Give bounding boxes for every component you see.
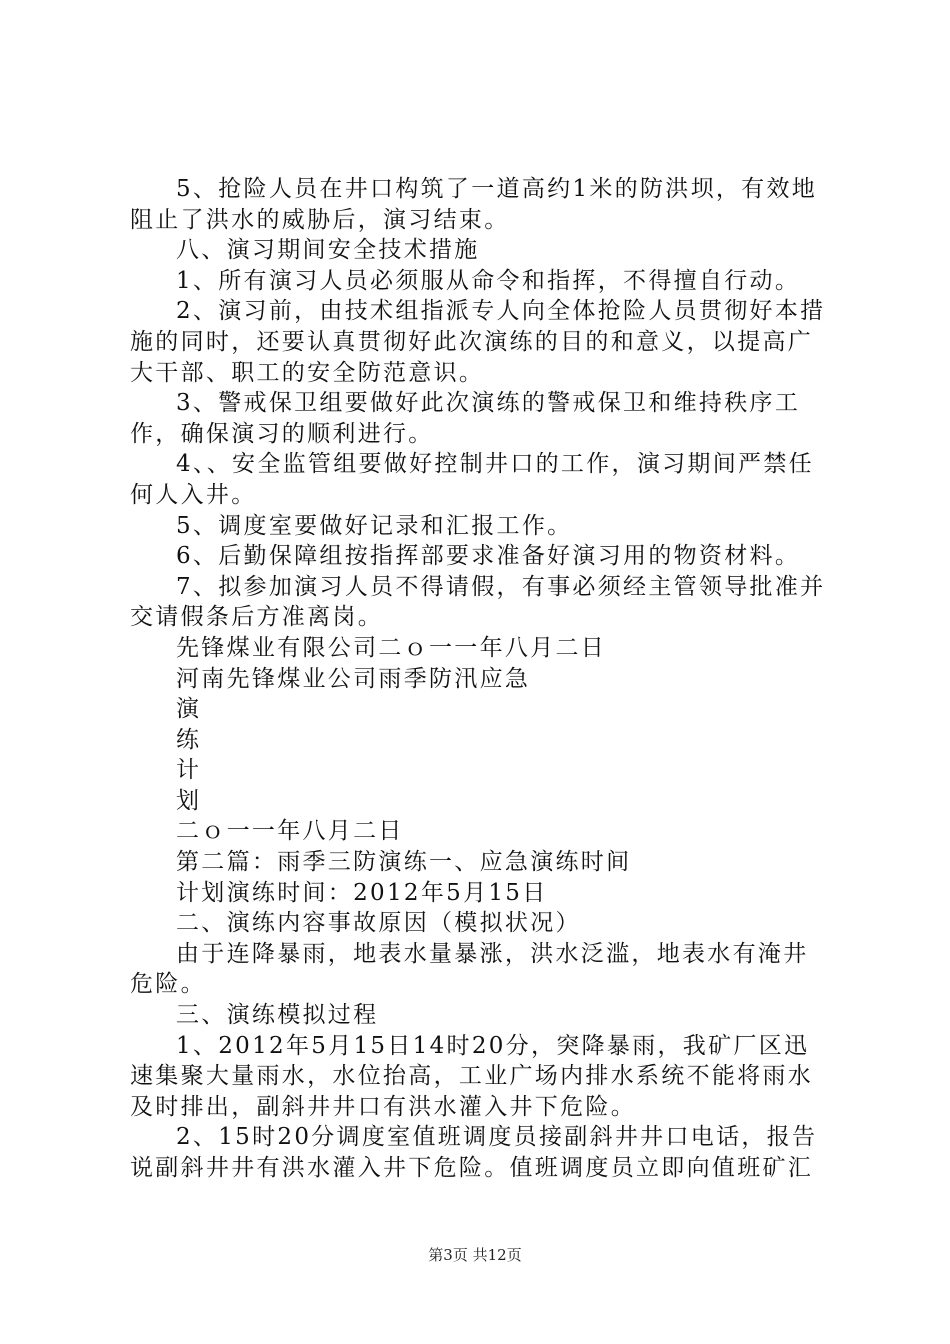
- title-char-hua: 划: [176, 787, 202, 814]
- page-footer: 第3页 共12页: [428, 1246, 522, 1264]
- heading-part-two: 第二篇：雨季三防演练一、应急演练时间: [176, 849, 632, 876]
- paragraph-logistics: 6、后勤保障组按指挥部要求准备好演习用的物资材料。: [176, 543, 801, 570]
- paragraph-step-one: 1、2012年5月15日14时20分，突降暴雨，我矿厂区迅速集聚大量雨水，水位抬高，工业广场内排水系统不能将雨水及时排出，副斜井井口有洪水灌入井下危险。: [130, 1032, 814, 1120]
- title-char-yan: 演: [176, 696, 202, 723]
- paragraph-guard-group: 3、警戒保卫组要做好此次演练的警戒保卫和维持秩序工作，确保演习的顺利进行。: [130, 390, 801, 447]
- title-date: 二ｏ一一年八月二日: [176, 818, 404, 845]
- paragraph-cause: 由于连降暴雨，地表水量暴涨，洪水泛滥，地表水有淹井危险。: [130, 940, 809, 998]
- title-char-lian: 练: [176, 726, 202, 753]
- paragraph-drill-time: 计划演练时间：2012年5月15日: [176, 879, 548, 906]
- paragraph-briefing: 2、演习前，由技术组指派专人向全体抢险人员贯彻好本措施的同时，还要认真贯彻好此次演练的目的和意义，以提高广大干部、职工的安全防范意识。: [130, 298, 826, 386]
- heading-drill-content: 二、演练内容事故原因（模拟状况）: [176, 910, 581, 937]
- paragraph-dispatch-room: 5、调度室要做好记录和汇报工作。: [176, 512, 573, 539]
- paragraph-safety-supervision: 4、、安全监管组要做好控制井口的工作，演习期间严禁任何人入井。: [130, 451, 814, 508]
- document-body: [130, 174, 830, 1184]
- heading-simulation: 三、演练模拟过程: [176, 1002, 379, 1029]
- paragraph-no-leave: 7、拟参加演习人员不得请假，有事必须经主管领导批准并交请假条后方准离岗。: [130, 573, 826, 631]
- paragraph-dam-built: 5、抢险人员在井口构筑了一道高约1米的防洪坝，有效地阻止了洪水的威胁后，演习结束。: [130, 176, 818, 233]
- paragraph-step-two: 2、15时20分调度室值班调度员接副斜井井口电话，报告说副斜井井有洪水灌入井下危险。值班调度员立即向值班矿汇: [130, 1124, 818, 1181]
- title-plan: 河南先锋煤业公司雨季防汛应急: [176, 665, 531, 692]
- heading-safety-measures: 八、演习期间安全技术措施: [176, 237, 480, 264]
- paragraph-obey-command: 1、所有演习人员必须服从命令和指挥，不得擅自行动。: [176, 267, 801, 294]
- title-char-ji: 计: [176, 757, 202, 784]
- signature-company-date: 先锋煤业有限公司二ｏ一一年八月二日: [176, 634, 607, 661]
